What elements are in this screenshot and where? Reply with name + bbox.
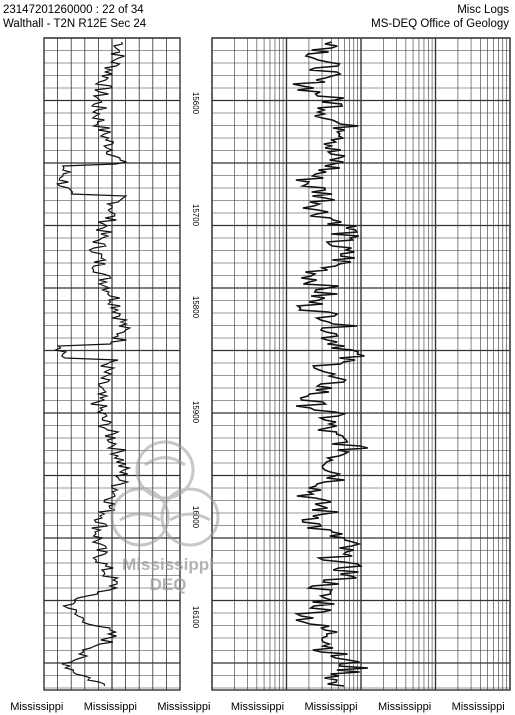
depth-label: 16100 — [191, 605, 200, 629]
right-track-grid — [212, 38, 510, 690]
watermark-line1: Mississippi — [122, 555, 214, 574]
footer-item: Mississippi — [304, 701, 358, 713]
watermark-line2: DEQ — [149, 575, 187, 594]
depth-label: 15800 — [191, 295, 200, 319]
footer-item: Mississippi — [230, 701, 285, 713]
well-location: Walthall - T2N R12E Sec 24 — [3, 18, 147, 30]
depth-label: 15700 — [191, 203, 200, 227]
log-type: Misc Logs — [457, 4, 509, 16]
well-id: 23147201260000 : 22 of 34 — [3, 4, 144, 16]
footer-bar — [0, 700, 515, 715]
footer-item: Mississippi — [378, 701, 432, 713]
office-name: MS-DEQ Office of Geology — [371, 18, 509, 30]
depth-label: 16000 — [191, 505, 200, 529]
right-track-trace — [293, 42, 368, 686]
footer-item: Mississippi — [83, 701, 137, 713]
watermark-text — [108, 555, 228, 595]
footer-item: Mississippi — [157, 701, 211, 713]
depth-label: 15900 — [191, 400, 200, 424]
footer-item: Mississippi — [451, 701, 505, 713]
footer-item: Mississippi — [10, 701, 64, 713]
depth-label: 15600 — [191, 91, 200, 115]
